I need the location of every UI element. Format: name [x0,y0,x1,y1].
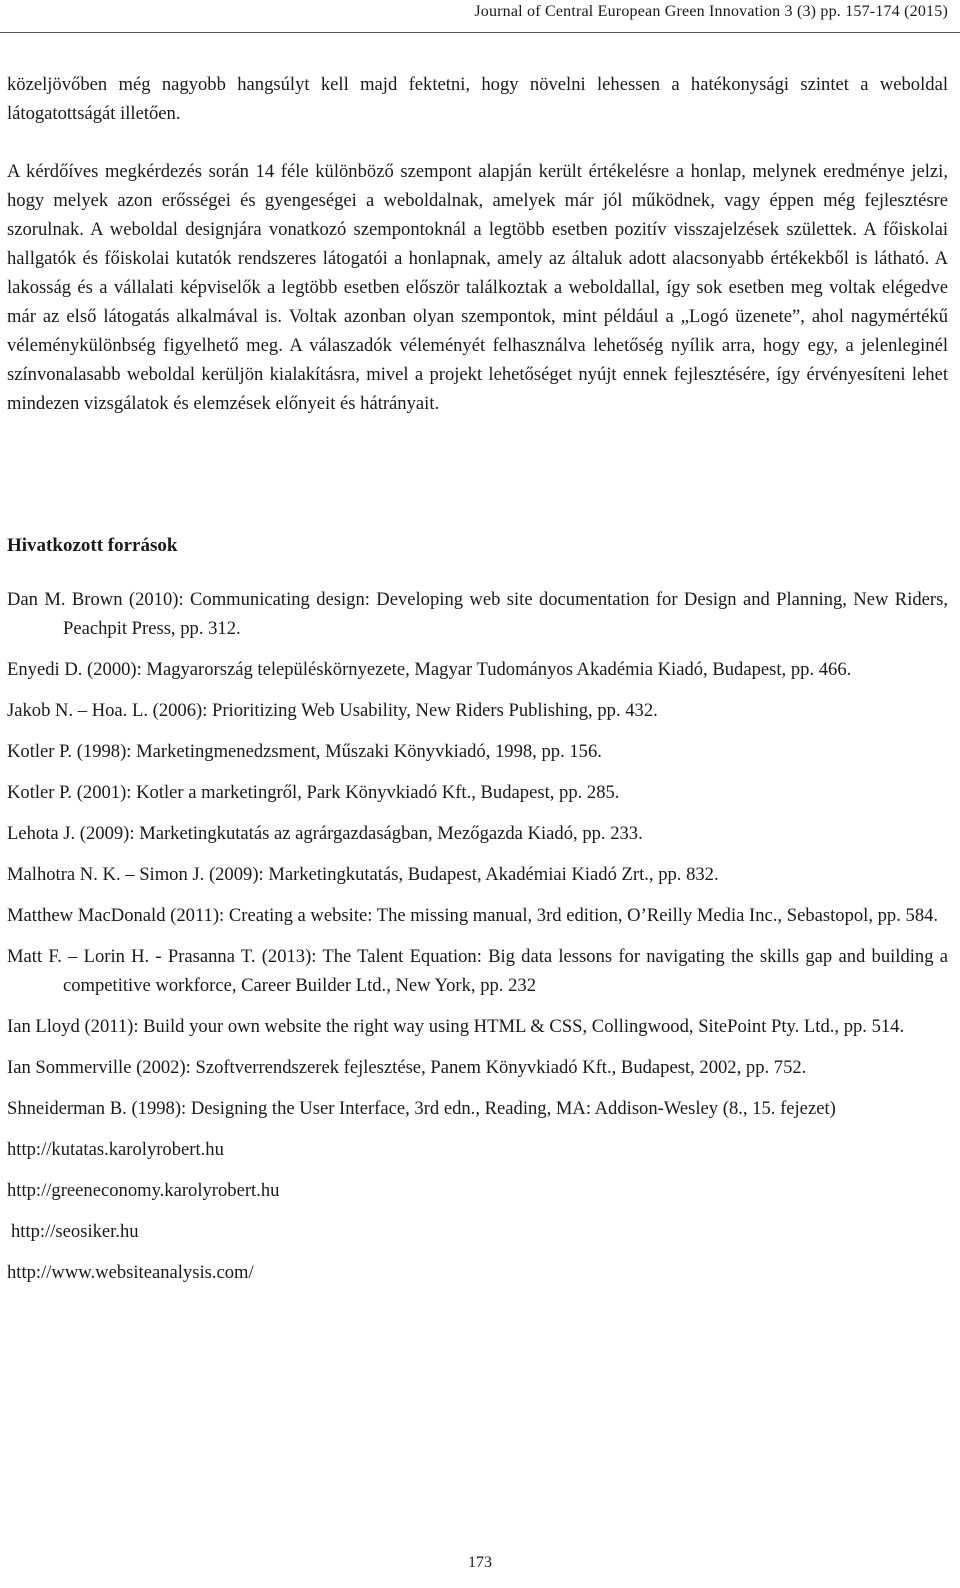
reference-item: Matthew MacDonald (2011): Creating a website: The missing manual, 3rd edition, O’Reilly Media Inc., Sebastopol, pp. 584. [7,905,939,926]
running-header [0,0,960,33]
reference-url[interactable]: http://kutatas.karolyrobert.hu [7,1139,224,1160]
reference-item: Kotler P. (2001): Kotler a marketingről, Park Könyvkiadó Kft., Budapest, pp. 285. [7,782,620,803]
references-heading: Hivatkozott források [7,535,178,556]
reference-item: Jakob N. – Hoa. L. (2006): Prioritizing Web Usability, New Riders Publishing, pp. 432. [7,700,658,721]
reference-item: Lehota J. (2009): Marketingkutatás az agrárgazdaságban, Mezőgazda Kiadó, pp. 233. [7,823,643,844]
reference-url[interactable]: http://www.websiteanalysis.com/ [7,1262,254,1283]
reference-item: Dan M. Brown (2010): Communicating design: Developing web site documentation for Design and Planning, New Riders, Peachpit Press, pp. 312. [7,589,948,639]
paragraph: közeljövőben még nagyobb hangsúlyt kell majd fektetni, hogy növelni lehessen a hatékonysági szintet a weboldal látogatottságát illetően. [7,74,948,124]
reference-url[interactable]: http://greeneconomy.karolyrobert.hu [7,1180,280,1201]
paragraph: A kérdőíves megkérdezés során 14 féle különböző szempont alapján került értékelésre a honlap, melynek eredménye jelzi, hogy melyek azon erősségei és gyengeségei a weboldalnak, amelyek már jól működnek, vagy éppen még fejlesztésre szorulnak. A weboldal designjára vonatkozó szempontoknál a legtöbb esetben pozitív visszajelzések születtek. A főiskolai hallgatók és főiskolai kutatók rendszeres látogatói a honlapnak, amely az általuk adott alacsonyabb értékekből is látható. A lakosság és a vállalati képviselők a legtöbb esetben először találkoztak a weboldallal, így sok esetben meg voltak elégedve már az első látogatás alkalmával is. Voltak azonban olyan szempontok, mint például a „Logó üzenete”, ahol nagymértékű véleménykülönbség figyelhető meg. A válaszadók véleményét felhasználva lehetőség nyílik arra, hogy egy, a jelenleginél színvonalasabb weboldal kerüljön kialakításra, mivel a projekt lehetőséget nyújt ennek fejlesztésére, így érvényesíteni lehet mindezen vizsgálatok és elemzések előnyeit és hátrányait. [7,161,948,414]
reference-item: Ian Sommerville (2002): Szoftverrendszerek fejlesztése, Panem Könyvkiadó Kft., Budapest, 2002, pp. 752. [7,1057,807,1078]
reference-item: Shneiderman B. (1998): Designing the User Interface, 3rd edn., Reading, MA: Addison-Wesley (8., 15. fejezet) [7,1098,836,1119]
reference-item: Malhotra N. K. – Simon J. (2009): Marketingkutatás, Budapest, Akadémiai Kiadó Zrt., pp. 832. [7,864,719,885]
reference-item: Ian Lloyd (2011): Build your own website the right way using HTML & CSS, Collingwood, SitePoint Pty. Ltd., pp. 514. [7,1016,905,1037]
reference-item: Kotler P. (1998): Marketingmenedzsment, Műszaki Könyvkiadó, 1998, pp. 156. [7,741,602,762]
body-text [7,70,948,418]
reference-url[interactable]: http://seosiker.hu [11,1221,139,1242]
reference-list [7,585,948,1299]
reference-item: Enyedi D. (2000): Magyarország településkörnyezete, Magyar Tudományos Akadémia Kiadó, Budapest, pp. 466. [7,659,852,680]
page-number: 173 [468,1554,492,1571]
journal-citation: Journal of Central European Green Innovation 3 (3) pp. 157-174 (2015) [474,3,948,20]
reference-item: Matt F. – Lorin H. - Prasanna T. (2013): The Talent Equation: Big data lessons for navigating the skills gap and building a competitive workforce, Career Builder Ltd., New York, pp. 232 [7,946,948,996]
